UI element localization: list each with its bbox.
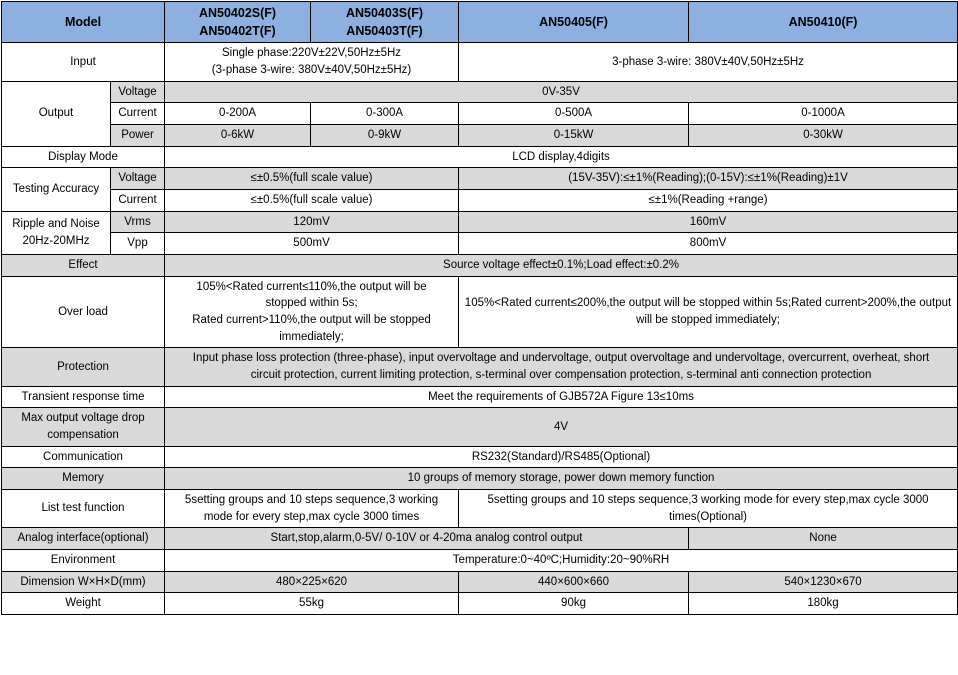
- cell-output-current-1: 0-200A: [165, 103, 311, 125]
- table-row-display-mode: [2, 146, 958, 168]
- sublabel-ripple-vrms: Vrms: [111, 211, 165, 233]
- cell-dimension-3: 540×1230×670: [689, 571, 958, 593]
- model-2-line-2: AN50403T(F): [346, 24, 423, 39]
- cell-weight-1: 55kg: [165, 593, 459, 615]
- input-left-line-2: (3-phase 3-wire: 380V±40V,50Hz±5Hz): [211, 63, 412, 76]
- header-cell-model: Model: [2, 2, 165, 43]
- model-2-line-1: AN50403S(F): [345, 6, 424, 20]
- table-row-output-voltage: [2, 81, 958, 103]
- table-row-model-header: [2, 2, 958, 43]
- table-row-weight: [2, 593, 958, 615]
- cell-analog-interface-right: None: [689, 528, 958, 550]
- header-cell-model-1: [165, 2, 311, 43]
- cell-output-power-2: 0-9kW: [311, 124, 459, 146]
- cell-input-right: 3-phase 3-wire: 380V±40V,50Hz±5Hz: [459, 43, 958, 81]
- table-row-dimension: [2, 571, 958, 593]
- row-label-output: Output: [2, 81, 111, 146]
- cell-ripple-vpp-left: 500mV: [165, 233, 459, 255]
- cell-dimension-2: 440×600×660: [459, 571, 689, 593]
- row-label-effect: Effect: [2, 254, 165, 276]
- cell-list-test-left: [165, 490, 459, 528]
- list-test-left-line-1: 5setting groups and 10 steps sequence,3 working: [184, 494, 439, 507]
- table-row-ripple-vrms: [2, 211, 958, 233]
- over-load-left-line-1: 105%<Rated current≤110%,the output will be: [196, 280, 427, 293]
- cell-weight-2: 90kg: [459, 593, 689, 615]
- cell-testing-voltage-right: (15V-35V):≤±1%(Reading);(0-15V):≤±1%(Reading)±1V: [459, 168, 958, 190]
- input-left-line-1: Single phase:220V±22V,50Hz±5Hz: [221, 47, 402, 60]
- cell-input-left: [165, 43, 459, 81]
- header-cell-model-2: [311, 2, 459, 43]
- row-label-list-test: List test function: [2, 490, 165, 528]
- table-row-output-current: [2, 103, 958, 125]
- table-row-memory: [2, 468, 958, 490]
- table-row-communication: [2, 446, 958, 468]
- cell-ripple-vrms-left: 120mV: [165, 211, 459, 233]
- cell-transient-response-value: Meet the requirements of GJB572A Figure 13≤10ms: [165, 386, 958, 408]
- cell-dimension-1: 480×225×620: [165, 571, 459, 593]
- sublabel-ripple-vpp: Vpp: [111, 233, 165, 255]
- over-load-left-line-4: immediately;: [279, 330, 344, 343]
- cell-output-current-4: 0-1000A: [689, 103, 958, 125]
- cell-output-power-3: 0-15kW: [459, 124, 689, 146]
- cell-weight-3: 180kg: [689, 593, 958, 615]
- cell-testing-voltage-left: ≤±0.5%(full scale value): [165, 168, 459, 190]
- cell-communication-value: RS232(Standard)/RS485(Optional): [165, 446, 958, 468]
- sublabel-output-current: Current: [111, 103, 165, 125]
- protection-line-2: circuit protection, current limiting protection, s-terminal over compensation protection, s-terminal anti connection protection: [250, 369, 872, 381]
- row-label-display-mode: Display Mode: [2, 146, 165, 168]
- sublabel-testing-voltage: Voltage: [111, 168, 165, 190]
- model-1-line-2: AN50402T(F): [199, 24, 276, 39]
- cell-output-current-3: 0-500A: [459, 103, 689, 125]
- list-test-right-line-2: times(Optional): [669, 510, 747, 523]
- over-load-right-line-2: will be stopped immediately;: [636, 313, 780, 326]
- row-label-input: Input: [2, 43, 165, 81]
- table-row-protection: [2, 348, 958, 386]
- cell-ripple-vrms-right: 160mV: [459, 211, 958, 233]
- table-row-effect: [2, 254, 958, 276]
- table-row-environment: [2, 550, 958, 572]
- max-voltage-drop-label-line-1: Max output voltage drop: [21, 412, 145, 425]
- row-label-testing-accuracy: Testing Accuracy: [2, 168, 111, 211]
- header-cell-model-3: AN50405(F): [459, 2, 689, 43]
- sublabel-output-power: Power: [111, 124, 165, 146]
- cell-output-voltage-all: 0V-35V: [165, 81, 958, 103]
- row-label-dimension: Dimension W×H×D(mm): [2, 571, 165, 593]
- cell-over-load-right: [459, 276, 958, 348]
- row-label-max-voltage-drop: [2, 408, 165, 446]
- list-test-right-line-1: 5setting groups and 10 steps sequence,3 working mode for every step,max cycle 3000: [487, 494, 929, 507]
- cell-output-power-1: 0-6kW: [165, 124, 311, 146]
- row-label-ripple-noise: [2, 211, 111, 254]
- sublabel-output-voltage: Voltage: [111, 81, 165, 103]
- row-label-analog-interface: Analog interface(optional): [2, 528, 165, 550]
- cell-output-power-4: 0-30kW: [689, 124, 958, 146]
- cell-display-mode-value: LCD display,4digits: [165, 146, 958, 168]
- over-load-left-line-3: Rated current>110%,the output will be stopped: [192, 313, 431, 326]
- cell-testing-current-left: ≤±0.5%(full scale value): [165, 189, 459, 211]
- ripple-label-line-2: 20Hz-20MHz: [22, 234, 90, 247]
- over-load-right-line-1: 105%<Rated current≤200%,the output will be stopped within 5s;Rated current>200%,the output: [464, 297, 952, 310]
- table-row-analog-interface: [2, 528, 958, 550]
- row-label-protection: Protection: [2, 348, 165, 386]
- table-row-testing-accuracy-current: [2, 189, 958, 211]
- table-row-ripple-vpp: [2, 233, 958, 255]
- list-test-left-line-2: mode for every step,max cycle 3000 times: [203, 510, 420, 523]
- sublabel-testing-current: Current: [111, 189, 165, 211]
- row-label-environment: Environment: [2, 550, 165, 572]
- model-1-line-1: AN50402S(F): [198, 6, 277, 20]
- table-row-list-test: [2, 490, 958, 528]
- row-label-over-load: Over load: [2, 276, 165, 348]
- cell-testing-current-right: ≤±1%(Reading +range): [459, 189, 958, 211]
- table-row-testing-accuracy-voltage: [2, 168, 958, 190]
- cell-environment-value: Temperature:0~40ºC;Humidity:20~90%RH: [165, 550, 958, 572]
- cell-over-load-left: [165, 276, 459, 348]
- row-label-weight: Weight: [2, 593, 165, 615]
- row-label-memory: Memory: [2, 468, 165, 490]
- specification-table: [1, 1, 958, 615]
- table-row-output-power: [2, 124, 958, 146]
- table-row-input: [2, 43, 958, 81]
- protection-line-1: Input phase loss protection (three-phase), input overvoltage and undervoltage, output overvoltage and undervoltage, overcurrent, overheat, short: [192, 352, 930, 365]
- cell-memory-value: 10 groups of memory storage, power down memory function: [165, 468, 958, 490]
- cell-ripple-vpp-right: 800mV: [459, 233, 958, 255]
- row-label-transient-response: Transient response time: [2, 386, 165, 408]
- ripple-label-line-1: Ripple and Noise: [12, 218, 100, 231]
- cell-analog-interface-left: Start,stop,alarm,0-5V/ 0-10V or 4-20ma analog control output: [165, 528, 689, 550]
- cell-protection-value: [165, 348, 958, 386]
- header-cell-model-4: AN50410(F): [689, 2, 958, 43]
- over-load-left-line-2: stopped within 5s;: [265, 297, 358, 310]
- max-voltage-drop-label-line-2: compensation: [47, 429, 119, 442]
- cell-effect-value: Source voltage effect±0.1%;Load effect:±0.2%: [165, 254, 958, 276]
- table-row-transient-response: [2, 386, 958, 408]
- cell-output-current-2: 0-300A: [311, 103, 459, 125]
- cell-max-voltage-drop-value: 4V: [165, 408, 958, 446]
- cell-list-test-right: [459, 490, 958, 528]
- table-row-max-voltage-drop: [2, 408, 958, 446]
- table-row-over-load: [2, 276, 958, 348]
- row-label-communication: Communication: [2, 446, 165, 468]
